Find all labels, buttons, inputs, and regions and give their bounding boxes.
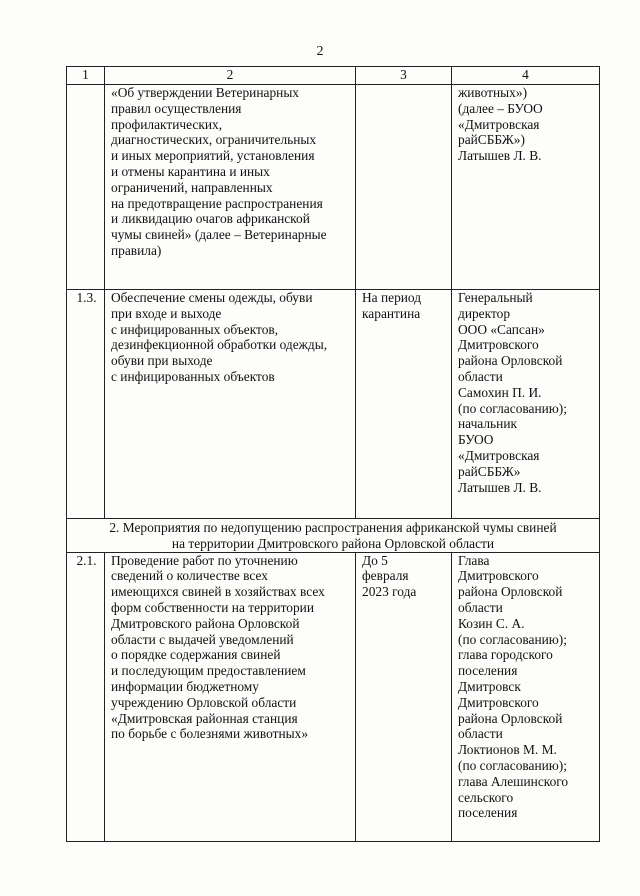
text-line: райСББЖ» [458, 463, 521, 479]
text-line: области [458, 726, 503, 742]
row-number-cell: 1.3. [67, 290, 105, 519]
page-number: 2 [316, 44, 324, 59]
text-line: Козин С. А. [458, 615, 525, 631]
text-line: форм собственности на территории [111, 599, 314, 615]
text-line: района Орловской [458, 353, 563, 369]
text-line: поселения [458, 805, 518, 821]
text-line: и иных мероприятий, установления [111, 148, 315, 164]
text-line: Дмитровского [458, 568, 539, 584]
term-cell [356, 85, 452, 290]
text-line: при входе и выходе [111, 305, 222, 321]
text-line: (по согласованию); [458, 400, 567, 416]
text-line: диагностических, ограничительных [111, 132, 317, 148]
text-line: Проведение работ по уточнению [111, 552, 298, 568]
table-row [67, 290, 600, 519]
text-line: поселения [458, 663, 518, 679]
table-row [67, 85, 600, 290]
text-line: райСББЖ») [458, 132, 525, 148]
row-number-cell: 2.1. [67, 552, 105, 841]
text-line: Латышев Л. В. [458, 479, 542, 495]
responsible-cell [452, 290, 600, 519]
text-line: (по согласованию); [458, 757, 567, 773]
text-line: сельского [458, 789, 514, 805]
text-line: области [458, 368, 503, 384]
text-line: дезинфекционной обработки одежды, [111, 337, 328, 353]
text-line: и отмены карантина и иных [111, 163, 270, 179]
text-line: карантина [362, 305, 421, 321]
text-line: на предотвращение распространения [111, 195, 323, 211]
text-line: Локтионов М. М. [458, 742, 557, 758]
text-line: «Дмитровская [458, 447, 540, 463]
measure-text-cell [105, 552, 356, 841]
header-col-1: 1 [67, 67, 105, 85]
text-line: учреждению Орловской области [111, 694, 297, 710]
text-line: Самохин П. И. [458, 384, 542, 400]
text-line: глава городского [458, 647, 553, 663]
text-line: с инфицированных объектов [111, 368, 275, 384]
text-line: директор [458, 305, 511, 321]
text-line: БУОО [458, 432, 494, 448]
text-line: обуви при выходе [111, 353, 213, 369]
measures-table [66, 66, 600, 842]
text-line: глава Алешинского [458, 773, 569, 789]
text-line: На период [362, 290, 422, 305]
responsible-cell [452, 552, 600, 841]
text-line: «Дмитровская [458, 116, 540, 132]
text-line: и последующим предоставлением [111, 663, 306, 679]
responsible-cell [452, 85, 600, 290]
text-line: правил осуществления [111, 100, 242, 116]
text-line: ограничений, направленных [111, 179, 273, 195]
text-line: ООО «Сапсан» [458, 321, 545, 337]
table-row [67, 552, 600, 841]
row-number-cell [67, 85, 105, 290]
text-line: Дмитровского района Орловской [111, 615, 300, 631]
text-line: Генеральный [458, 290, 533, 305]
measure-text-cell [105, 85, 356, 290]
text-line: Обеспечение смены одежды, обуви [111, 290, 313, 305]
header-col-2: 2 [105, 67, 356, 85]
text-line: по борьбе с болезнями животных» [111, 726, 309, 742]
text-line: района Орловской [458, 584, 563, 600]
term-cell [356, 552, 452, 841]
section-heading [67, 519, 600, 553]
text-line: 2. Мероприятия по недопущению распространения африканской чумы свиней [109, 520, 557, 535]
text-line: сведений о количестве всех [111, 568, 268, 584]
text-line: информации бюджетному [111, 678, 259, 694]
section-heading-row [67, 519, 600, 553]
text-line: правила) [111, 242, 162, 258]
text-line: Глава [458, 552, 490, 568]
text-line: области [458, 599, 503, 615]
text-line: животных») [458, 85, 528, 100]
term-cell [356, 290, 452, 519]
text-line: Дмитровского [458, 337, 539, 353]
text-line: До 5 [362, 552, 388, 568]
text-line: чумы свиней» (далее – Ветеринарные [111, 227, 327, 243]
text-line: о порядке содержания свиней [111, 647, 281, 663]
text-line: Дмитровского [458, 694, 539, 710]
measure-text-cell [105, 290, 356, 519]
text-line: имеющихся свиней в хозяйствах всех [111, 584, 325, 600]
text-line: начальник [458, 416, 517, 432]
text-line: (по согласованию); [458, 631, 567, 647]
header-col-4: 4 [452, 67, 600, 85]
text-line: и ликвидацию очагов африканской [111, 211, 310, 227]
table-header-row [67, 67, 600, 85]
text-line: профилактических, [111, 116, 223, 132]
header-col-3: 3 [356, 67, 452, 85]
text-line: (далее – БУОО [458, 100, 543, 116]
text-line: «Дмитровская районная станция [111, 710, 298, 726]
text-line: 2023 года [362, 584, 417, 600]
text-line: на территории Дмитровского района Орловской области [171, 535, 495, 551]
text-line: области с выдачей уведомлений [111, 631, 294, 647]
text-line: февраля [362, 568, 409, 584]
text-line: с инфицированных объектов, [111, 321, 279, 337]
text-line: Дмитровск [458, 678, 521, 694]
text-line: Латышев Л. В. [458, 148, 542, 164]
text-line: «Об утверждении Ветеринарных [111, 85, 300, 100]
text-line: района Орловской [458, 710, 563, 726]
